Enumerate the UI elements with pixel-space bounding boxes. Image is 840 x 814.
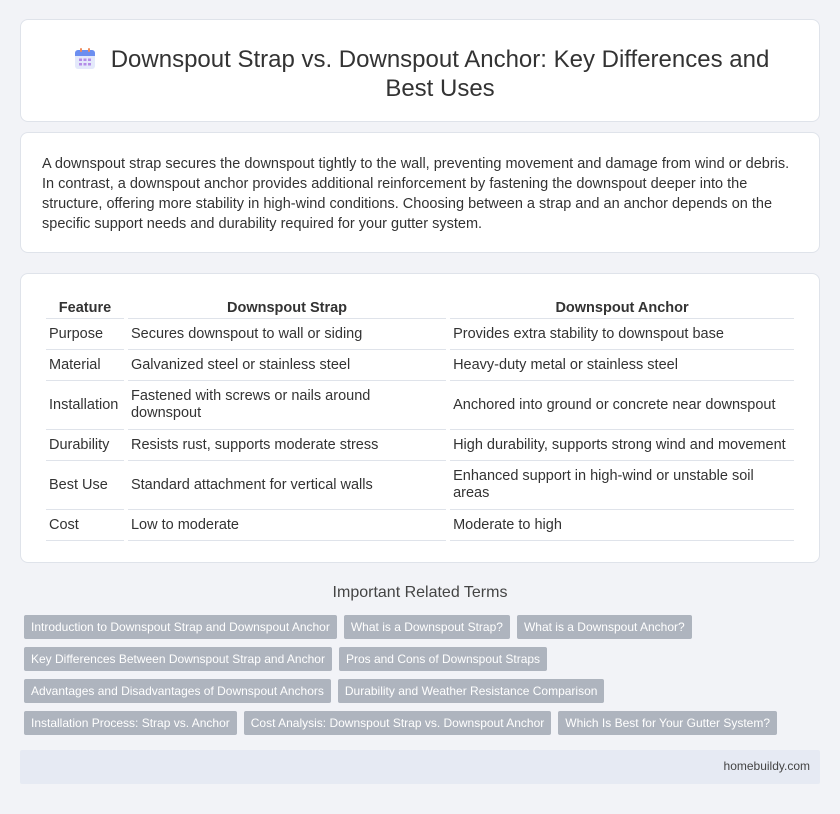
- cell-anchor: High durability, supports strong wind and movement: [450, 430, 794, 461]
- comparison-table: [42, 295, 798, 541]
- cell-feature: Installation: [46, 381, 124, 430]
- cell-feature: Cost: [46, 510, 124, 541]
- related-term-tag[interactable]: Key Differences Between Downspout Strap and Anchor: [24, 647, 332, 671]
- cell-feature: Durability: [46, 430, 124, 461]
- cell-strap: Fastened with screws or nails around downspout: [128, 381, 446, 430]
- related-term-tag[interactable]: Cost Analysis: Downspout Strap vs. Downspout Anchor: [244, 711, 551, 735]
- related-terms-list: [24, 615, 814, 743]
- cell-strap: Standard attachment for vertical walls: [128, 461, 446, 510]
- table-row: [46, 350, 794, 381]
- header-feature: Feature: [46, 295, 124, 319]
- cell-feature: Purpose: [46, 319, 124, 350]
- comparison-table-card: [20, 273, 820, 563]
- cell-feature: Best Use: [46, 461, 124, 510]
- cell-strap: Resists rust, supports moderate stress: [128, 430, 446, 461]
- related-term-tag[interactable]: Durability and Weather Resistance Comparison: [338, 679, 605, 703]
- related-term-tag[interactable]: What is a Downspout Strap?: [344, 615, 510, 639]
- cell-anchor: Provides extra stability to downspout base: [450, 319, 794, 350]
- intro-paragraph: A downspout strap secures the downspout tightly to the wall, preventing movement and damage from wind or debris. In contrast, a downspout anchor provides additional reinforcement by fastening the downspout deeper into the structure, offering more stability in high-wind conditions. Choosing between a strap and an anchor depends on the specific support needs and durability required for your gutter system.: [42, 156, 790, 232]
- cell-anchor: Moderate to high: [450, 510, 794, 541]
- title-card: [20, 19, 820, 122]
- related-term-tag[interactable]: Installation Process: Strap vs. Anchor: [24, 711, 237, 735]
- intro-card: [20, 132, 820, 253]
- cell-strap: Secures downspout to wall or siding: [128, 319, 446, 350]
- cell-anchor: Anchored into ground or concrete near downspout: [450, 381, 794, 430]
- table-row: [46, 510, 794, 541]
- cell-anchor: Heavy-duty metal or stainless steel: [450, 350, 794, 381]
- related-term-tag[interactable]: Pros and Cons of Downspout Straps: [339, 647, 547, 671]
- related-term-tag[interactable]: What is a Downspout Anchor?: [517, 615, 692, 639]
- table-row: [46, 430, 794, 461]
- cell-strap: Galvanized steel or stainless steel: [128, 350, 446, 381]
- page-title: Downspout Strap vs. Downspout Anchor: Key Differences and Best Uses: [110, 46, 770, 102]
- footer-site-link[interactable]: homebuildy.com: [723, 759, 810, 773]
- footer: [20, 750, 820, 784]
- header-downspout-strap: Downspout Strap: [128, 295, 446, 319]
- related-terms-title: Important Related Terms: [332, 584, 508, 601]
- header-downspout-anchor: Downspout Anchor: [450, 295, 794, 319]
- cell-anchor: Enhanced support in high-wind or unstable soil areas: [450, 461, 794, 510]
- cell-feature: Material: [46, 350, 124, 381]
- related-term-tag[interactable]: Introduction to Downspout Strap and Downspout Anchor: [24, 615, 337, 639]
- table-row: [46, 381, 794, 430]
- table-row: [46, 461, 794, 510]
- table-row: [46, 319, 794, 350]
- cell-strap: Low to moderate: [128, 510, 446, 541]
- related-term-tag[interactable]: Which Is Best for Your Gutter System?: [558, 711, 777, 735]
- related-term-tag[interactable]: Advantages and Disadvantages of Downspout Anchors: [24, 679, 331, 703]
- table-header-row: [46, 295, 794, 319]
